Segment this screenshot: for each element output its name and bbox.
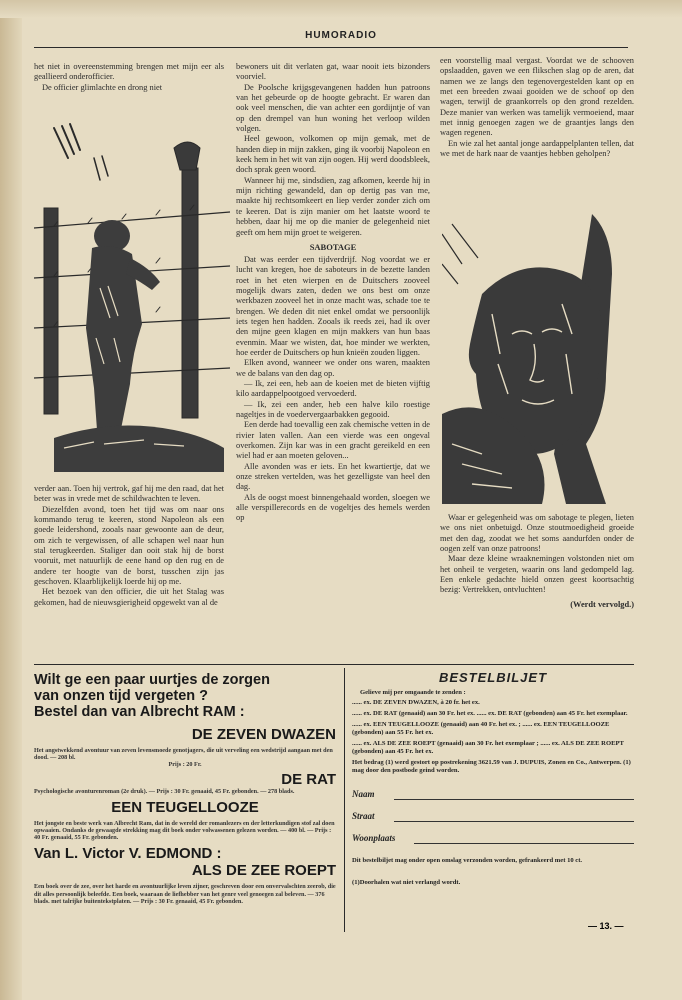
book-description: Het angstwekkend avontuur van zeven levensmoede genotjagers, die uit verveling een wedstrijd aangaan met den dood. — 208 bl. xyxy=(34,747,333,762)
book-description: Psychologische avonturenroman (2e druk). — Prijs : 30 Fr. genaaid, 45 Fr. gebonden. — 278 blads. xyxy=(34,787,295,795)
order-form-heading: BESTELBILJET xyxy=(438,670,548,685)
book-description: Het jongste en beste werk van Albrecht Ram, dat in de wereld der romanlezers en der letterkundigen stof zal doen opwaaien. Ondanks de gewaagde strekking mag dit boek onder volwassenen gelezen worden. — 400 bl. — Prijs : 40 Fr. genaaid, 55 Fr. gebonden. xyxy=(34,819,335,842)
paragraph: Diezelfden avond, toen het tijd was om naar ons kommando terug te keeren, stond Napoleon als een goede leidershond, zooals naar gewoonte aan de deur, om zich te vergewissen, of alle schapen wel naar hun stal terugkeerden. Staliger dan ooit stak hij de borst vooruit, met natuurlijk de eene hand op den rug en de andere ter hoogte van de borst, tusschen zijn jas geschoven. Klaarblijkelijk loerde hij op me. xyxy=(34,504,224,587)
column-1-bottom xyxy=(34,484,224,608)
order-line: ...... ex. DE ZEVEN DWAZEN, à 20 fr. het ex. xyxy=(352,699,480,706)
running-header: HUMORADIO xyxy=(305,30,377,41)
paragraph: Het bezoek van den officier, die uit het Stalag was gekomen, had de nieuwsgierigheid opgewekt van al de xyxy=(34,587,224,607)
advert-author: Van L. Victor V. EDMOND : xyxy=(34,845,222,863)
order-field-name[interactable] xyxy=(352,787,634,809)
order-line: ...... ex. ALS DE ZEE ROEPT (genaaid) aan 30 Fr. het exemplaar ; ...... ex. ALS DE ZEE ROEPT (gebonden) aan 45 Fr. het ex. xyxy=(352,740,624,755)
order-field-label: Woonplaats xyxy=(352,833,396,843)
advert-column-divider xyxy=(344,668,345,932)
column-3-top xyxy=(440,56,634,159)
paragraph: Als de oogst moest binnengehaald worden, sloegen we alle verspillerecords en de vogeltjes des hemels werden op xyxy=(236,492,430,523)
book-title: DE ZEVEN DWAZEN xyxy=(191,726,336,743)
book-title: DE RAT xyxy=(281,770,336,788)
book-title: ALS DE ZEE ROEPT xyxy=(191,862,336,880)
header-rule xyxy=(34,47,628,48)
paragraph: En wie zal het aantal jonge aardappelplanten tellen, dat we met de hark naar de vaantjes hebben geholpen? xyxy=(440,138,634,159)
paragraph: het niet in overeenstemming brengen met mijn eer als geallieerd onderofficier. xyxy=(34,62,224,82)
order-field-town[interactable] xyxy=(352,831,634,853)
paragraph: een voorstellig maal vergast. Voordat we de schooven opslaadden, gaven we een flikschen slag op de aren, dat namen we ze langs den tegenovergestelden kant op en met een breeden zwaai gooiden we de schoof op den wagen, terwijl de graankorrels op den grond rezelden. Deze manier van werken was tamelijk vermoeiend, maar met innig genoegen zagen we de graantjes langs den wagen regenen. xyxy=(440,56,634,138)
book-title: EEN TEUGELLOOZE xyxy=(111,798,259,816)
paragraph: Elken avond, wanneer we onder ons waren, maakten we de balans van den dag op. xyxy=(236,358,430,378)
book-description: Een boek over de zee, over het harde en avontuurlijke leven zijner, geschreven door een onvervalschten zeerob, die dit alles persoonlijk beleefde. Een boek, waaraan de liefhebber van het genre veel genoegen zal beleven. — 376 blads. met talrijke buitentekstplaten. — Prijs : 30 Fr. genaaid, 45 Fr. gebonden. xyxy=(34,883,336,905)
order-field-line xyxy=(394,821,634,822)
order-field-label: Naam xyxy=(352,789,375,799)
advert-headline: van onzen tijd vergeten ? xyxy=(34,688,209,704)
paragraph: Heel gewoon, volkomen op mijn gemak, met de handen diep in mijn zakken, ging ik voorbij Napoleon en keek hem in het wit van zijn oogen. Hij werd doodsbleek, doch sprak geen woord. xyxy=(236,134,430,175)
paragraph: Maar deze kleine wraaknemingen volstonden niet om het onheil te vergeten, waarin ons land gedompeld lag. Een enkele gedachte hield onzen geest koortsachtig bezig: Vertrekken, ontvluchten! xyxy=(440,554,634,595)
paragraph: Alle avonden was er iets. En het kwartiertje, dat we onze streken vertelden, was het gezelligste van heel den dag. xyxy=(236,461,430,492)
page-edge-shadow xyxy=(0,0,22,1000)
advert-headline: Wilt ge een paar uurtjes de zorgen xyxy=(34,672,270,688)
section-heading-sabotage: SABOTAGE xyxy=(309,241,357,252)
column-2 xyxy=(236,62,430,524)
order-line: ...... ex. EEN TEUGELLOOZE (genaaid) aan 40 Fr. het ex. ; ...... ex. EEN TEUGELLOOZE (gebonden) aan 55 Fr. het ex. xyxy=(352,721,610,736)
paragraph: De officier glimlachte en drong niet xyxy=(42,82,163,92)
advert-headline: Bestel dan van Albrecht RAM : xyxy=(34,704,245,720)
order-field-line xyxy=(394,799,634,800)
page-number: — 13. — xyxy=(588,921,624,931)
paragraph: Wanneer hij me, sindsdien, zag afkomen, keerde hij in mijn richting gewandeld, dan op dertig pas van me, maakte hij rechtsomkeert en liep verder zonder zich om te keeren. Dat is zijn manier om het laatste woord te hebben, daar hij me op die manier de gelegenheid niet geeft om hem mijn groet te weigeren. xyxy=(236,175,430,237)
order-form xyxy=(352,670,634,887)
page-top-shadow xyxy=(0,0,682,18)
paragraph: Een derde had toevallig een zak chemische vetten in de rivier laten vallen. Aan een vierde was een ongeval overkomen. Zijn kar was in een gracht gereikeld en een wiel had er aan moeten geloven... xyxy=(236,420,430,461)
order-field-street[interactable] xyxy=(352,809,634,831)
order-note: Dit bestelbiljet mag onder open omslag verzonden worden, gefrankeerd met 10 ct. xyxy=(352,857,583,864)
illustration-man-profile xyxy=(442,214,634,504)
paragraph: — Ik, zei een ander, heb een halve kilo roestige nageltjes in de voedervergaarbakken gegooid. xyxy=(236,399,430,419)
order-payment: Het bedrag (1) werd gestort op postrekening 3621.59 van J. DUPUIS, Zonen en Co., Antwerpen. (1) mag door den postbode geind worden. xyxy=(352,759,631,774)
illustration-prisoner-barbed-wire xyxy=(34,118,230,472)
order-footnote: (1)Doorhalen wat niet verlangd wordt. xyxy=(352,879,461,886)
order-line: ...... ex. DE RAT (genaaid) aan 30 Fr. het ex. ...... ex. DE RAT (gebonden) aan 45 Fr. het exemplaar. xyxy=(352,710,628,717)
column-1-top xyxy=(34,62,224,93)
advert-top-rule xyxy=(34,664,634,665)
paragraph: De Poolsche krijgsgevangenen hadden hun patroons van het gebeurde op de hoogte gebracht. Er waren dan ook veel menschen, die van achter een gordijntje of van op den drempel van hun woning het verloop wilden volgen. xyxy=(236,82,430,134)
book-price: Prijs : 20 Fr. xyxy=(168,761,202,769)
column-3-bottom xyxy=(440,513,634,610)
book-advertisement xyxy=(34,672,336,905)
to-be-continued: (Werdt vervolgd.) xyxy=(570,599,634,609)
paragraph: bewoners uit dit verlaten gat, waar nooit iets bizonders voorviel. xyxy=(236,62,430,82)
order-field-line xyxy=(414,843,634,844)
paragraph: verder aan. Toen hij vertrok, gaf hij me den raad, dat het beter was in vrede met de schildwachten te leven. xyxy=(34,484,224,504)
paragraph: — Ik, zei een, heb aan de koeien met de bieten vijftig kilo aardappelpootgoed vervoederd. xyxy=(236,378,430,399)
order-field-label: Straat xyxy=(352,811,375,821)
paragraph: Dat was eerder een tijdverdrijf. Nog voordat we er lucht van kregen, hoe de saboteurs in de bezette landen roet in het eten wierpen en de Duitschers zooveel mogelijk dwars zaten, deden we ons best om onze werkbazen zooveel het in onze macht was, schade toe te brengen. We deden dit niet enkel omdat we persoonlijk iets tegen hen hadden. Zooals ik reeds zei, had ik over den mijne geen klagen en mijn makkers van hun baas evenmin. Maar we wisten, dat, hoe minder we werkten, hoe eerder de Duitschers op hun knieën zouden liggen. xyxy=(236,254,430,357)
paragraph: Waar er gelegenheid was om sabotage te plegen, lieten we ons niet onbetuigd. Onze stoutmoedigheid groeide met den dag, zoodat we het soms aandurfden onder de oogen zelf van onze patroons! xyxy=(440,513,634,554)
order-intro: Gelieve mij per omgaande te zenden : xyxy=(360,689,466,696)
